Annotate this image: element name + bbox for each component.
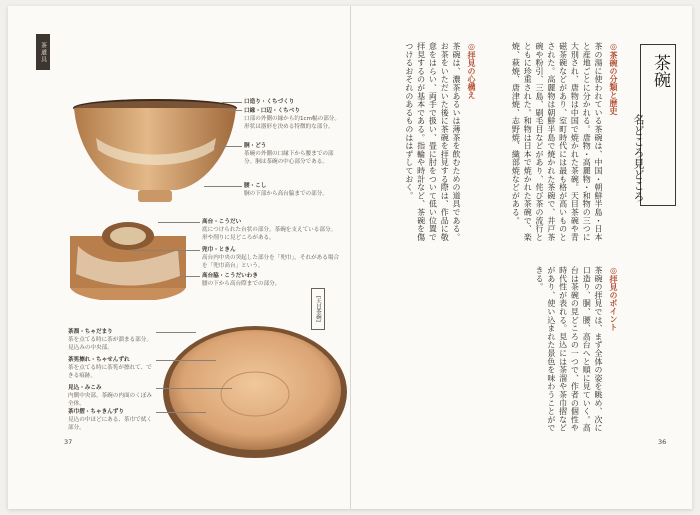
annotation-desc: 茶を点てる時に茶が溜まる部分。見込みの中央部。 (68, 337, 152, 351)
annotation-chakin (68, 408, 156, 432)
page-number-left: 37 (64, 438, 73, 446)
section-body: 茶碗は、濃茶あるいは薄茶を飲むための道具である。お茶をいただいた後に茶碗を拝見する際は、作品に敬意をはらい、両手で扱い、畳に肘をついて低い位置で拝見するのが基本である。指輪や時計など、茶碗を傷つけるおそれのあるものははずしておく。 (404, 42, 461, 242)
bowl-side-photo (66, 98, 244, 208)
annotation-title: 茶巾摺・ちゃきんずり (68, 409, 124, 415)
leader-line (156, 332, 196, 333)
page-number-right: 36 (658, 438, 667, 446)
section-body: 茶碗の拝見では、まず全体の姿を眺め、次に口造り、胴、腰、高台へと順に見ていく。高台は茶碗の見どころの一つで、作者の個性や時代性が表れる。見込には茶溜や茶巾摺などがあり、使い込まれた景色を味わうことができる。 (535, 266, 603, 432)
page-subtitle: 名どころ見どころ (632, 114, 645, 202)
annotation-desc: 高台内中央の突起した部分を「兜巾」。それがある場合を「兜巾高台」という。 (202, 255, 340, 269)
leader-line (228, 110, 242, 111)
section-body: 茶の湯に使われている茶碗は、中国・朝鮮半島・日本と産地ごとに分かれる。唐物・高麗物・和物の三つに大別され、唐物は中国で焼かれた茶碗。天目茶碗や青磁茶碗などがあり、室町時代には最も格が高いものとされた。高麗物は朝鮮半島で焼かれた茶碗で、井戸茶碗や粉引、三島、刷毛目などがあり、侘び茶の流行とともに珍重された。和物は日本で焼かれた茶碗で、楽焼、萩焼、唐津焼、志野焼、織部焼などがある。 (511, 42, 603, 242)
leader-line (214, 146, 242, 147)
book-spread (8, 6, 692, 509)
annotation-title: 茶溜・ちゃだまり (68, 329, 113, 335)
annotation-kodai (202, 218, 340, 242)
leader-line (180, 276, 200, 277)
annotation-kuchi (244, 98, 334, 106)
annotation-kuchiberi (244, 107, 340, 131)
annotation-kensho (202, 246, 340, 270)
annotation-title: 腰・こし (244, 183, 267, 189)
bowl-interior-photo (160, 320, 350, 460)
annotation-desc: 茶を点てる時に茶筅が擦れて、できる痕跡。 (68, 365, 152, 379)
annotation-title: 見込・みこみ (68, 385, 102, 391)
annotation-mikomi (68, 384, 156, 408)
annotation-title: 兜巾・ときん (202, 247, 236, 253)
annotation-desc: 底につけられた台状の部分。茶碗を支えている部分。形や削りに見どころがある。 (202, 227, 337, 241)
annotation-title: 茶筅擦れ・ちゃせんずれ (68, 357, 130, 363)
section-heading: ◎茶碗の分類と歴史 (609, 42, 618, 115)
annotation-title: 口造り・くちづくり (244, 99, 295, 105)
annotation-kodaiwaki (202, 272, 340, 288)
annotation-do (244, 142, 340, 166)
annotation-chasen (68, 356, 156, 380)
leader-line (222, 102, 242, 103)
annotation-title: 高台・こうだい (202, 219, 242, 225)
chapter-tab: 茶道具 (36, 34, 50, 70)
leader-line (156, 412, 206, 413)
figure-tag: [天目茶碗] (311, 288, 325, 330)
section-heading: ◎拝見の心構え (467, 42, 476, 99)
bowl-foot-photo (68, 216, 188, 300)
annotation-desc: 茶碗の外側の口縁下から腰までの部分。胴は茶碗の中心部分である。 (244, 151, 334, 165)
leader-line (132, 250, 200, 251)
annotation-desc: 腰の下から高台際までの部分。 (202, 281, 281, 287)
page-gutter (350, 6, 351, 509)
leader-line (158, 222, 200, 223)
annotation-desc: 胴の下部から高台脇までの部分。 (244, 191, 328, 197)
annotation-title: 胴・どう (244, 143, 267, 149)
annotation-title: 口縁・口辺・くちべり (244, 108, 300, 114)
section-heading: ◎拝見のポイント (609, 266, 618, 331)
leader-line (156, 360, 216, 361)
annotation-chadamari (68, 328, 156, 352)
leader-line (204, 186, 242, 187)
page-title: 茶碗 (650, 54, 670, 88)
annotation-desc: 内側中央部。茶碗の内面のくぼみ全体。 (68, 393, 152, 407)
annotation-title: 高台脇・こうだいわき (202, 273, 258, 279)
leader-line (156, 388, 232, 389)
annotation-koshi (244, 182, 340, 198)
annotation-desc: 口部の外側の縁から約1cm幅の部分。形状は器形を決める特徴的な部分。 (244, 116, 340, 130)
annotation-desc: 見込の中ほどにある、茶巾で拭く部分。 (68, 417, 152, 431)
